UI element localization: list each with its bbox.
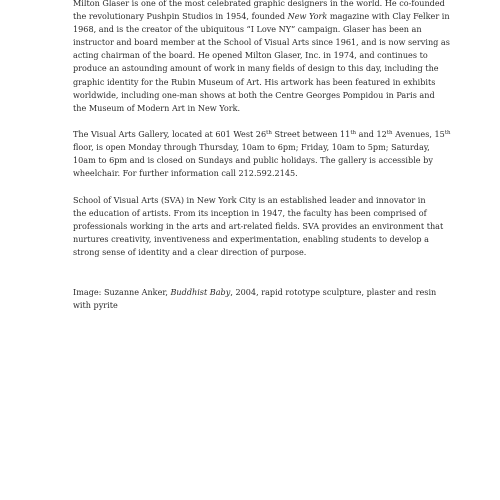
text-segment: strong sense of identity and a clear direction of purpose. xyxy=(73,247,307,258)
text-segment: Milton Glaser is one of the most celebrated graphic designers in the world. He co-founded xyxy=(73,0,445,8)
text-line xyxy=(73,89,433,102)
ordinal-suffix: th xyxy=(350,130,357,136)
ordinal-suffix: th xyxy=(386,130,393,136)
text-line xyxy=(73,194,433,207)
text-line xyxy=(73,62,439,75)
text-segment: and 12 xyxy=(356,129,387,139)
text-line xyxy=(73,76,436,89)
text-segment: magazine with Clay Felker in xyxy=(327,11,450,22)
text-line xyxy=(73,49,433,62)
text-line xyxy=(73,23,433,36)
text-segment: professionals working in the arts and art-related fields. SVA provides an environment that xyxy=(73,221,444,232)
text-segment: produce an astounding amount of work in many fields of design to this day, including the xyxy=(73,63,439,74)
text-line xyxy=(73,220,444,233)
text-segment: wheelchair. For further information call 212.592.2145. xyxy=(73,168,298,179)
text-line xyxy=(73,299,433,312)
italic-title: New York xyxy=(287,11,328,22)
text-segment: the revolutionary Pushpin Studios in 1954, founded xyxy=(73,11,288,22)
text-segment: floor, is open Monday through Thursday, 10am to 6pm; Friday, 10am to 5pm; Saturday, xyxy=(73,142,430,153)
ordinal-suffix: th xyxy=(266,130,272,136)
text-segment: acting chairman of the board. He opened Milton Glaser, Inc. in 1974, and continues to xyxy=(73,50,428,61)
text-line xyxy=(73,233,433,246)
text-line xyxy=(73,286,437,299)
image-credit-paragraph xyxy=(73,286,437,312)
text-segment: 10am to 6pm and is closed on Sundays and public holidays. The gallery is accessible by xyxy=(73,155,433,166)
text-line xyxy=(73,246,433,259)
text-segment: graphic identity for the Rubin Museum of Art. His artwork has been featured in exhibits xyxy=(73,76,436,87)
text-line xyxy=(73,10,450,23)
text-line xyxy=(73,154,433,167)
text-segment: nurtures creativity, inventiveness and experimentation, enabling students to develop a xyxy=(73,234,429,245)
text-line xyxy=(73,207,433,220)
text-segment: Image: Suzanne Anker, xyxy=(73,287,171,297)
text-line xyxy=(73,141,433,154)
text-line xyxy=(73,102,433,115)
text-segment: worldwide, including one-man shows at both the Centre Georges Pompidou in Paris and xyxy=(73,89,435,100)
text-segment: instructor and board member at the School of Visual Arts since 1961, and is now serving as xyxy=(73,37,450,48)
text-segment: with pyrite xyxy=(73,300,118,311)
ordinal-suffix: th xyxy=(444,130,451,136)
text-line xyxy=(73,36,450,49)
text-segment: 1968, and is the creator of the ubiquitous “I Love NY” campaign. Glaser has been an xyxy=(73,24,422,35)
text-line xyxy=(73,167,433,180)
text-segment: , 2004, rapid rototype sculpture, plaster and resin xyxy=(230,287,437,297)
text-segment: the education of artists. From its inception in 1947, the faculty has been comprised of xyxy=(73,208,427,219)
text-segment: The Visual Arts Gallery, located at 601 West 26 xyxy=(73,129,267,139)
text-line xyxy=(73,0,445,10)
gallery-info-paragraph xyxy=(73,128,451,180)
bio-paragraph xyxy=(73,0,450,115)
text-segment: Avenues, 15 xyxy=(392,129,445,139)
text-segment: Street between 11 xyxy=(271,129,351,139)
text-line xyxy=(73,128,451,141)
italic-title: Buddhist Baby xyxy=(170,287,231,297)
sva-description-paragraph xyxy=(73,194,444,259)
text-segment: School of Visual Arts (SVA) in New York City is an established leader and innovator in xyxy=(73,195,426,205)
text-segment: the Museum of Modern Art in New York. xyxy=(73,102,241,113)
